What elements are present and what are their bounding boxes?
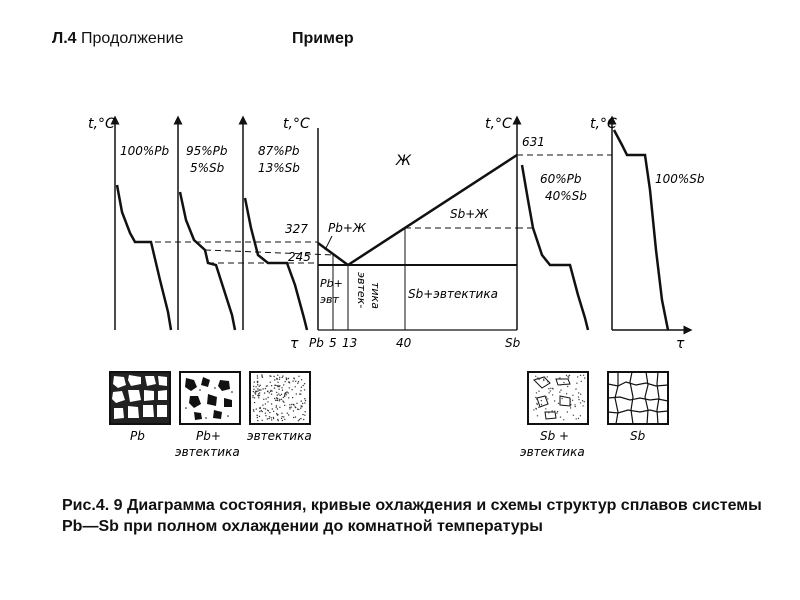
phase-diagram	[285, 116, 545, 352]
structure-pb-eutectic-label-1: Pb+	[196, 429, 221, 443]
temp-327: 327	[285, 222, 308, 236]
continuation-label: Продолжение	[81, 30, 184, 47]
time-axis-label-5: τ	[676, 336, 685, 352]
liquid-region: Ж	[396, 153, 412, 169]
composition-label-4a: 60%Pb	[540, 172, 582, 186]
temp-245: 245	[288, 250, 311, 264]
cooling-curve-100sb	[590, 116, 705, 352]
temp-axis-label-1: t,°C	[88, 116, 115, 132]
x-label-40: 40	[396, 336, 412, 350]
slide-number: Л.4	[52, 30, 77, 47]
cooling-curve-95pb	[178, 120, 235, 330]
structure-sb-label: Sb	[630, 429, 646, 443]
pb-liquid-region: Pb+Ж	[328, 221, 366, 235]
structure-eutectic	[247, 372, 312, 443]
pb-eutectic-region-2: эвт	[320, 293, 339, 306]
sb-liquid-region: Sb+Ж	[450, 207, 489, 221]
example-label: Пример	[292, 30, 354, 47]
cooling-curve-1	[117, 185, 171, 330]
pb-eutectic-region-1: Pb+	[320, 277, 343, 290]
structure-sb-eutectic-label-1: Sb +	[540, 429, 570, 443]
x-label-13: 13	[342, 336, 358, 350]
composition-label-2a: 95%Pb	[186, 144, 228, 158]
x-label-sb: Sb	[505, 336, 521, 350]
structure-pb-label: Pb	[130, 429, 145, 443]
cooling-curve-2	[180, 192, 235, 330]
x-label-5: 5	[329, 336, 337, 350]
temp-axis-label-sb: t,°C	[485, 116, 512, 132]
temp-axis-label-5: t,°C	[590, 116, 617, 132]
cooling-curve-100pb	[88, 116, 171, 330]
temp-631: 631	[522, 135, 545, 149]
time-axis-label: τ	[290, 336, 299, 352]
eutectic-region-2: тика	[369, 282, 382, 309]
sb-eutectic-region: Sb+эвтектика	[408, 287, 498, 301]
structure-pb-eutectic-label-2: эвтектика	[175, 445, 240, 459]
composition-label-5: 100%Sb	[655, 172, 705, 186]
structure-eutectic-label: эвтектика	[247, 429, 312, 443]
eutectic-region-1: эвтек-	[355, 272, 368, 309]
cooling-curve-5	[614, 130, 668, 330]
composition-label-3a: 87%Pb	[258, 144, 300, 158]
temp-axis-label-3: t,°C	[283, 116, 310, 132]
structure-pb	[110, 372, 170, 443]
cooling-curve-3	[245, 198, 307, 330]
composition-label-1: 100%Pb	[120, 144, 170, 158]
composition-label-4b: 40%Sb	[545, 189, 587, 203]
cooling-curve-60pb	[522, 165, 588, 330]
structure-pb-eutectic	[175, 372, 240, 459]
structure-sb-eutectic	[520, 372, 588, 459]
composition-label-3b: 13%Sb	[258, 161, 300, 175]
x-label-pb: Pb	[309, 336, 324, 350]
pb-liquid-pointer	[325, 236, 332, 250]
structure-sb	[608, 372, 668, 443]
figure-caption: Рис.4. 9 Диаграмма состояния, кривые охлаждения и схемы структур сплавов системы Pb—Sb при полном охлаждении до комнатной температуры	[62, 497, 762, 535]
composition-label-2b: 5%Sb	[190, 161, 225, 175]
structure-sb-eutectic-label-2: эвтектика	[520, 445, 585, 459]
